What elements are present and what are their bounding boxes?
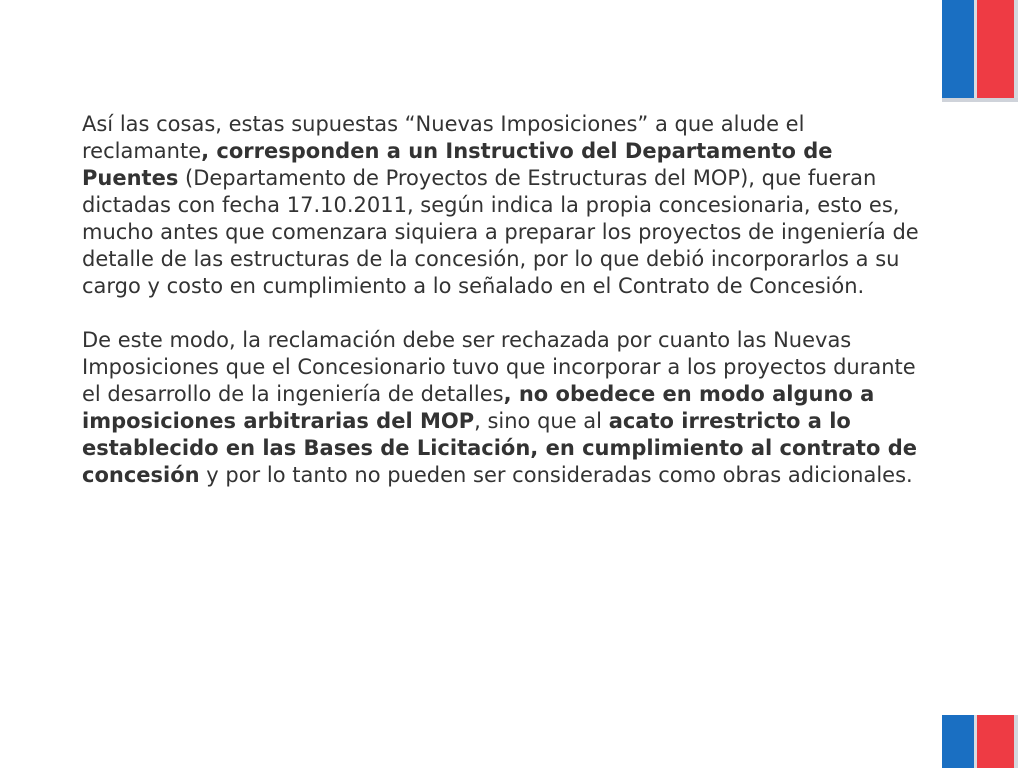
paragraph-2 bbox=[82, 327, 922, 489]
p1-segment-1: Así las cosas, estas supuestas “Nuevas Imposiciones” a que alude el reclamante bbox=[82, 112, 805, 163]
paragraph-1 bbox=[82, 111, 922, 300]
p1-segment-3: (Departamento de Proyectos de Estructuras del MOP), que fueran dictadas con fecha 17.10.2011, según indica la propia concesionaria, esto es, mucho antes que comenzara siquiera a preparar los proyectos de ingeniería de detalle de las estructuras de la concesión, por lo que debió incorporarlos a su cargo y costo en cumplimiento a lo señalado en el Contrato de Concesión. bbox=[82, 166, 919, 298]
p2-segment-5: y por lo tanto no pueden ser consideradas como obras adicionales. bbox=[199, 463, 913, 487]
chile-flag-stripe-bottom bbox=[942, 715, 1014, 768]
flag-blue-stripe bbox=[942, 715, 977, 768]
p1-segment-2-bold: , corresponden a un Instructivo del Departamento de Puentes bbox=[82, 139, 833, 190]
p2-segment-3: , sino que al bbox=[474, 409, 609, 433]
flag-blue-stripe bbox=[942, 0, 977, 98]
p2-segment-2-bold: , no obedece en modo alguno a imposiciones arbitrarias del MOP bbox=[82, 382, 875, 433]
chile-flag-stripe-top bbox=[942, 0, 1014, 98]
flag-red-stripe bbox=[977, 715, 1014, 768]
p2-segment-4-bold: acato irrestricto a lo establecido en las Bases de Licitación, en cumplimiento al contrato de concesión bbox=[82, 409, 917, 487]
slide-body bbox=[82, 111, 922, 489]
flag-red-stripe bbox=[977, 0, 1014, 98]
p2-segment-1: De este modo, la reclamación debe ser rechazada por cuanto las Nuevas Imposiciones que el Concesionario tuvo que incorporar a los proyectos durante el desarrollo de la ingeniería de detalles bbox=[82, 328, 916, 406]
